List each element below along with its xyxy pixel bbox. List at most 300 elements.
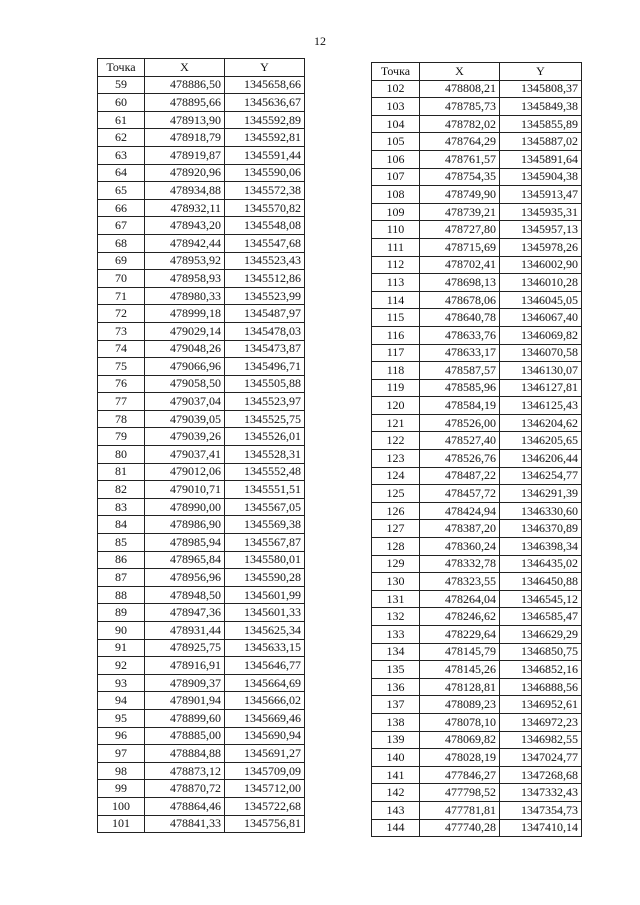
table-row xyxy=(98,270,305,288)
x-cell: 478128,81 xyxy=(420,678,500,696)
table-row xyxy=(372,626,582,644)
y-cell: 1345523,97 xyxy=(225,393,305,411)
x-cell: 479039,05 xyxy=(145,410,225,428)
table-row xyxy=(98,322,305,340)
y-cell: 1345551,51 xyxy=(225,481,305,499)
table-row xyxy=(372,238,582,256)
y-cell: 1346069,82 xyxy=(500,326,582,344)
y-cell: 1345590,06 xyxy=(225,164,305,182)
y-cell: 1346952,61 xyxy=(500,696,582,714)
y-cell: 1345552,48 xyxy=(225,463,305,481)
point-cell: 83 xyxy=(98,498,145,516)
y-cell: 1345709,09 xyxy=(225,762,305,780)
point-cell: 119 xyxy=(372,379,420,397)
table-row xyxy=(98,604,305,622)
y-cell: 1346852,16 xyxy=(500,661,582,679)
x-cell: 478089,23 xyxy=(420,696,500,714)
table-row xyxy=(98,129,305,147)
x-cell: 478457,72 xyxy=(420,485,500,503)
point-cell: 134 xyxy=(372,643,420,661)
table-row xyxy=(98,586,305,604)
table-row xyxy=(98,199,305,217)
table-row xyxy=(372,397,582,415)
point-cell: 63 xyxy=(98,146,145,164)
x-cell: 478727,80 xyxy=(420,221,500,239)
x-cell: 478980,33 xyxy=(145,287,225,305)
x-cell: 478953,92 xyxy=(145,252,225,270)
y-cell: 1345849,38 xyxy=(500,98,582,116)
table-row xyxy=(98,674,305,692)
y-cell: 1346888,56 xyxy=(500,678,582,696)
x-cell: 478782,02 xyxy=(420,115,500,133)
point-cell: 97 xyxy=(98,745,145,763)
y-cell: 1345887,02 xyxy=(500,133,582,151)
x-cell: 477798,52 xyxy=(420,784,500,802)
point-cell: 84 xyxy=(98,516,145,534)
y-cell: 1345567,05 xyxy=(225,498,305,516)
y-cell: 1345548,08 xyxy=(225,217,305,235)
y-cell: 1347268,68 xyxy=(500,766,582,784)
point-cell: 87 xyxy=(98,569,145,587)
point-cell: 123 xyxy=(372,450,420,468)
point-cell: 73 xyxy=(98,322,145,340)
point-cell: 69 xyxy=(98,252,145,270)
table-row xyxy=(98,305,305,323)
x-cell: 478885,00 xyxy=(145,727,225,745)
x-cell: 478785,73 xyxy=(420,98,500,116)
table-row xyxy=(98,428,305,446)
x-cell: 479037,04 xyxy=(145,393,225,411)
point-cell: 85 xyxy=(98,534,145,552)
y-cell: 1345808,37 xyxy=(500,80,582,98)
header-y: Y xyxy=(500,63,582,81)
x-cell: 478264,04 xyxy=(420,590,500,608)
table-row xyxy=(98,358,305,376)
x-cell: 478229,64 xyxy=(420,626,500,644)
point-cell: 79 xyxy=(98,428,145,446)
point-cell: 74 xyxy=(98,340,145,358)
point-cell: 128 xyxy=(372,538,420,556)
table-row xyxy=(98,622,305,640)
x-cell: 478990,00 xyxy=(145,498,225,516)
point-cell: 141 xyxy=(372,766,420,784)
table-row xyxy=(98,657,305,675)
point-cell: 60 xyxy=(98,94,145,112)
point-cell: 110 xyxy=(372,221,420,239)
point-cell: 89 xyxy=(98,604,145,622)
point-cell: 111 xyxy=(372,238,420,256)
point-cell: 127 xyxy=(372,520,420,538)
x-cell: 478698,13 xyxy=(420,274,500,292)
table-row xyxy=(372,573,582,591)
table-row xyxy=(372,344,582,362)
point-cell: 113 xyxy=(372,274,420,292)
y-cell: 1345636,67 xyxy=(225,94,305,112)
point-cell: 142 xyxy=(372,784,420,802)
x-cell: 477846,27 xyxy=(420,766,500,784)
point-cell: 99 xyxy=(98,780,145,798)
table-row xyxy=(372,98,582,116)
y-cell: 1346545,12 xyxy=(500,590,582,608)
table-row xyxy=(98,410,305,428)
y-cell: 1345978,26 xyxy=(500,238,582,256)
point-cell: 109 xyxy=(372,203,420,221)
table-row xyxy=(98,498,305,516)
table-row xyxy=(372,133,582,151)
x-cell: 478916,91 xyxy=(145,657,225,675)
x-cell: 478918,79 xyxy=(145,129,225,147)
point-cell: 101 xyxy=(98,815,145,833)
table-row xyxy=(98,709,305,727)
point-cell: 66 xyxy=(98,199,145,217)
x-cell: 478948,50 xyxy=(145,586,225,604)
point-cell: 144 xyxy=(372,819,420,837)
point-cell: 100 xyxy=(98,797,145,815)
table-row xyxy=(372,731,582,749)
table-row xyxy=(372,150,582,168)
x-cell: 478527,40 xyxy=(420,432,500,450)
point-cell: 115 xyxy=(372,309,420,327)
point-cell: 105 xyxy=(372,133,420,151)
table-row xyxy=(372,168,582,186)
y-cell: 1345913,47 xyxy=(500,186,582,204)
table-row xyxy=(98,481,305,499)
x-cell: 478360,24 xyxy=(420,538,500,556)
point-cell: 78 xyxy=(98,410,145,428)
x-cell: 478931,44 xyxy=(145,622,225,640)
y-cell: 1346435,02 xyxy=(500,555,582,573)
x-cell: 478145,79 xyxy=(420,643,500,661)
point-cell: 95 xyxy=(98,709,145,727)
x-cell: 478246,62 xyxy=(420,608,500,626)
y-cell: 1345570,82 xyxy=(225,199,305,217)
x-cell: 478956,96 xyxy=(145,569,225,587)
x-cell: 478585,96 xyxy=(420,379,500,397)
point-cell: 68 xyxy=(98,234,145,252)
y-cell: 1345572,38 xyxy=(225,182,305,200)
x-cell: 478841,33 xyxy=(145,815,225,833)
point-cell: 81 xyxy=(98,463,145,481)
point-cell: 77 xyxy=(98,393,145,411)
x-cell: 478919,87 xyxy=(145,146,225,164)
point-cell: 114 xyxy=(372,291,420,309)
x-cell: 479012,06 xyxy=(145,463,225,481)
y-cell: 1346629,29 xyxy=(500,626,582,644)
y-cell: 1345580,01 xyxy=(225,551,305,569)
table-row xyxy=(372,256,582,274)
coordinates-table-left xyxy=(97,58,305,833)
table-row xyxy=(98,639,305,657)
point-cell: 80 xyxy=(98,446,145,464)
header-y: Y xyxy=(225,59,305,77)
point-cell: 124 xyxy=(372,467,420,485)
x-cell: 478999,18 xyxy=(145,305,225,323)
point-cell: 136 xyxy=(372,678,420,696)
y-cell: 1345526,01 xyxy=(225,428,305,446)
x-cell: 478678,06 xyxy=(420,291,500,309)
table-row xyxy=(98,569,305,587)
table-row xyxy=(98,446,305,464)
table-row xyxy=(98,393,305,411)
x-cell: 479037,41 xyxy=(145,446,225,464)
table-row xyxy=(98,745,305,763)
y-cell: 1345591,44 xyxy=(225,146,305,164)
x-cell: 477781,81 xyxy=(420,801,500,819)
point-cell: 103 xyxy=(372,98,420,116)
x-cell: 478947,36 xyxy=(145,604,225,622)
x-cell: 478913,90 xyxy=(145,111,225,129)
table-row xyxy=(372,80,582,98)
y-cell: 1345855,89 xyxy=(500,115,582,133)
point-cell: 132 xyxy=(372,608,420,626)
table-row xyxy=(372,414,582,432)
y-cell: 1345601,99 xyxy=(225,586,305,604)
y-cell: 1345523,99 xyxy=(225,287,305,305)
y-cell: 1347024,77 xyxy=(500,749,582,767)
table-row xyxy=(372,221,582,239)
point-cell: 94 xyxy=(98,692,145,710)
y-cell: 1346206,44 xyxy=(500,450,582,468)
x-cell: 478332,78 xyxy=(420,555,500,573)
point-cell: 129 xyxy=(372,555,420,573)
x-cell: 478986,90 xyxy=(145,516,225,534)
x-cell: 478526,76 xyxy=(420,450,500,468)
x-cell: 478584,19 xyxy=(420,397,500,415)
table-row xyxy=(98,252,305,270)
y-cell: 1345625,34 xyxy=(225,622,305,640)
table-row xyxy=(372,379,582,397)
point-cell: 102 xyxy=(372,80,420,98)
y-cell: 1346982,55 xyxy=(500,731,582,749)
table-row xyxy=(98,797,305,815)
x-cell: 478895,66 xyxy=(145,94,225,112)
x-cell: 478749,90 xyxy=(420,186,500,204)
y-cell: 1345658,66 xyxy=(225,76,305,94)
point-cell: 116 xyxy=(372,326,420,344)
y-cell: 1345666,02 xyxy=(225,692,305,710)
header-x: X xyxy=(145,59,225,77)
y-cell: 1346585,47 xyxy=(500,608,582,626)
table-row xyxy=(372,467,582,485)
x-cell: 478754,35 xyxy=(420,168,500,186)
x-cell: 478640,78 xyxy=(420,309,500,327)
y-cell: 1345690,94 xyxy=(225,727,305,745)
y-cell: 1345601,33 xyxy=(225,604,305,622)
point-cell: 131 xyxy=(372,590,420,608)
y-cell: 1346125,43 xyxy=(500,397,582,415)
table-row xyxy=(98,234,305,252)
x-cell: 478069,82 xyxy=(420,731,500,749)
y-cell: 1345669,46 xyxy=(225,709,305,727)
x-cell: 478587,57 xyxy=(420,362,500,380)
x-cell: 479029,14 xyxy=(145,322,225,340)
table-row xyxy=(98,534,305,552)
y-cell: 1346010,28 xyxy=(500,274,582,292)
x-cell: 478702,41 xyxy=(420,256,500,274)
point-cell: 65 xyxy=(98,182,145,200)
y-cell: 1345904,38 xyxy=(500,168,582,186)
table-row xyxy=(372,713,582,731)
x-cell: 478387,20 xyxy=(420,520,500,538)
table-row xyxy=(98,182,305,200)
table-header-row xyxy=(98,59,305,77)
point-cell: 61 xyxy=(98,111,145,129)
y-cell: 1345957,13 xyxy=(500,221,582,239)
x-cell: 478145,26 xyxy=(420,661,500,679)
header-x: X xyxy=(420,63,500,81)
x-cell: 478715,69 xyxy=(420,238,500,256)
table-row xyxy=(372,485,582,503)
x-cell: 478764,29 xyxy=(420,133,500,151)
y-cell: 1347410,14 xyxy=(500,819,582,837)
table-row xyxy=(98,287,305,305)
table-row xyxy=(372,502,582,520)
point-cell: 140 xyxy=(372,749,420,767)
x-cell: 478934,88 xyxy=(145,182,225,200)
x-cell: 478942,44 xyxy=(145,234,225,252)
point-cell: 118 xyxy=(372,362,420,380)
table-row xyxy=(98,516,305,534)
x-cell: 478873,12 xyxy=(145,762,225,780)
y-cell: 1346291,39 xyxy=(500,485,582,503)
y-cell: 1345569,38 xyxy=(225,516,305,534)
x-cell: 478932,11 xyxy=(145,199,225,217)
point-cell: 133 xyxy=(372,626,420,644)
point-cell: 121 xyxy=(372,414,420,432)
point-cell: 64 xyxy=(98,164,145,182)
x-cell: 478920,96 xyxy=(145,164,225,182)
y-cell: 1345590,28 xyxy=(225,569,305,587)
x-cell: 478028,19 xyxy=(420,749,500,767)
point-cell: 75 xyxy=(98,358,145,376)
x-cell: 478323,55 xyxy=(420,573,500,591)
x-cell: 478901,94 xyxy=(145,692,225,710)
table-row xyxy=(372,766,582,784)
point-cell: 59 xyxy=(98,76,145,94)
point-cell: 96 xyxy=(98,727,145,745)
x-cell: 478985,94 xyxy=(145,534,225,552)
table-row xyxy=(98,727,305,745)
table-row xyxy=(98,780,305,798)
point-cell: 125 xyxy=(372,485,420,503)
table-row xyxy=(372,115,582,133)
y-cell: 1347354,73 xyxy=(500,801,582,819)
table-row xyxy=(372,326,582,344)
point-cell: 122 xyxy=(372,432,420,450)
y-cell: 1345505,88 xyxy=(225,375,305,393)
point-cell: 90 xyxy=(98,622,145,640)
y-cell: 1345891,64 xyxy=(500,150,582,168)
y-cell: 1345525,75 xyxy=(225,410,305,428)
y-cell: 1346002,90 xyxy=(500,256,582,274)
table-row xyxy=(372,555,582,573)
table-row xyxy=(372,203,582,221)
table-row xyxy=(98,164,305,182)
y-cell: 1345547,68 xyxy=(225,234,305,252)
y-cell: 1346370,89 xyxy=(500,520,582,538)
table-row xyxy=(98,375,305,393)
x-cell: 478864,46 xyxy=(145,797,225,815)
table-row xyxy=(98,146,305,164)
table-row xyxy=(98,76,305,94)
table-row xyxy=(98,692,305,710)
point-cell: 126 xyxy=(372,502,420,520)
y-cell: 1346205,65 xyxy=(500,432,582,450)
x-cell: 477740,28 xyxy=(420,819,500,837)
table-row xyxy=(372,538,582,556)
table-row xyxy=(372,274,582,292)
point-cell: 71 xyxy=(98,287,145,305)
table-row xyxy=(98,111,305,129)
table-row xyxy=(98,217,305,235)
x-cell: 478909,37 xyxy=(145,674,225,692)
x-cell: 478899,60 xyxy=(145,709,225,727)
x-cell: 478943,20 xyxy=(145,217,225,235)
x-cell: 478886,50 xyxy=(145,76,225,94)
x-cell: 478739,21 xyxy=(420,203,500,221)
y-cell: 1345664,69 xyxy=(225,674,305,692)
x-cell: 478884,88 xyxy=(145,745,225,763)
y-cell: 1346045,05 xyxy=(500,291,582,309)
y-cell: 1346127,81 xyxy=(500,379,582,397)
y-cell: 1345646,77 xyxy=(225,657,305,675)
table-row xyxy=(372,696,582,714)
point-cell: 106 xyxy=(372,150,420,168)
y-cell: 1345633,15 xyxy=(225,639,305,657)
coordinates-table-right xyxy=(371,62,582,837)
y-cell: 1346450,88 xyxy=(500,573,582,591)
x-cell: 478078,10 xyxy=(420,713,500,731)
y-cell: 1345528,31 xyxy=(225,446,305,464)
point-cell: 104 xyxy=(372,115,420,133)
point-cell: 76 xyxy=(98,375,145,393)
point-cell: 67 xyxy=(98,217,145,235)
y-cell: 1345592,81 xyxy=(225,129,305,147)
point-cell: 92 xyxy=(98,657,145,675)
y-cell: 1345512,86 xyxy=(225,270,305,288)
y-cell: 1345473,87 xyxy=(225,340,305,358)
table-row xyxy=(372,608,582,626)
x-cell: 479010,71 xyxy=(145,481,225,499)
x-cell: 478925,75 xyxy=(145,639,225,657)
y-cell: 1346330,60 xyxy=(500,502,582,520)
table-row xyxy=(372,186,582,204)
table-row xyxy=(372,819,582,837)
y-cell: 1345523,43 xyxy=(225,252,305,270)
table-row xyxy=(98,340,305,358)
table-row xyxy=(98,551,305,569)
x-cell: 478633,76 xyxy=(420,326,500,344)
x-cell: 479058,50 xyxy=(145,375,225,393)
table-row xyxy=(98,762,305,780)
table-row xyxy=(98,463,305,481)
point-cell: 108 xyxy=(372,186,420,204)
y-cell: 1345567,87 xyxy=(225,534,305,552)
point-cell: 138 xyxy=(372,713,420,731)
x-cell: 478965,84 xyxy=(145,551,225,569)
table-header-row xyxy=(372,63,582,81)
y-cell: 1346254,77 xyxy=(500,467,582,485)
table-row xyxy=(98,815,305,833)
header-point: Точка xyxy=(98,59,145,77)
point-cell: 107 xyxy=(372,168,420,186)
y-cell: 1346398,34 xyxy=(500,538,582,556)
point-cell: 82 xyxy=(98,481,145,499)
table-row xyxy=(372,784,582,802)
point-cell: 135 xyxy=(372,661,420,679)
x-cell: 479066,96 xyxy=(145,358,225,376)
table-row xyxy=(372,291,582,309)
